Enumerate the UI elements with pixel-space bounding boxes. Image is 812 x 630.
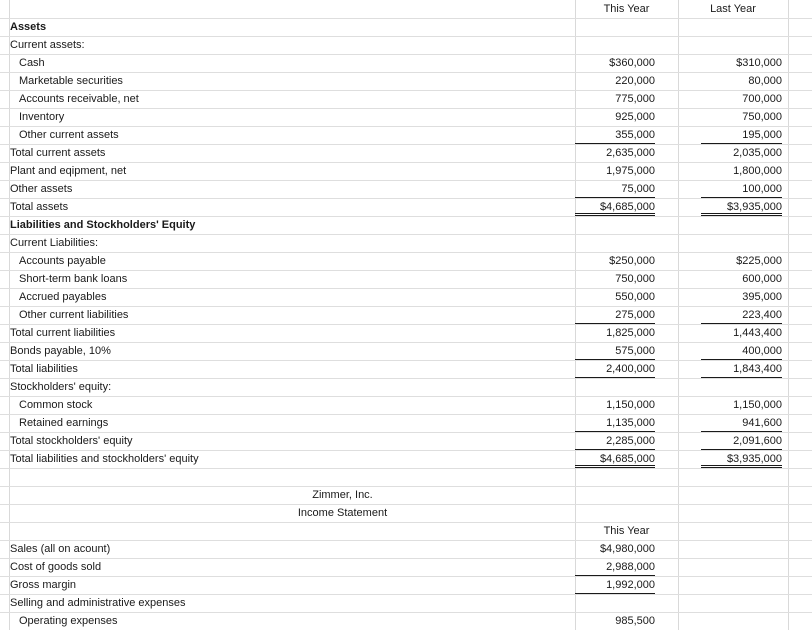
row-label[interactable]: Stockholders' equity:	[10, 381, 112, 393]
row-label[interactable]: Total current assets	[10, 147, 106, 159]
this-year-value[interactable]	[575, 217, 655, 234]
row-label[interactable]: Short-term bank loans	[19, 273, 128, 285]
last-year-value[interactable]: 100,000	[701, 181, 782, 198]
header-last-year[interactable]: Last Year	[710, 3, 756, 15]
last-year-value[interactable]: 2,035,000	[733, 147, 782, 159]
this-year-value[interactable]	[575, 37, 655, 54]
row-label[interactable]: Cost of goods sold	[10, 561, 102, 573]
last-year-value[interactable]: 1,150,000	[733, 399, 782, 411]
this-year-value[interactable]: 2,400,000	[575, 361, 655, 378]
this-year-value[interactable]	[575, 595, 655, 612]
last-year-value[interactable]: 1,800,000	[733, 165, 782, 177]
row-label[interactable]: Operating expenses	[19, 615, 118, 627]
last-year-value[interactable]: 395,000	[742, 291, 782, 303]
grid-row-line	[0, 468, 812, 469]
last-year-value[interactable]: 1,843,400	[701, 361, 782, 378]
last-year-value[interactable]: 195,000	[701, 127, 782, 144]
last-year-value[interactable]: 700,000	[742, 93, 782, 105]
last-year-value[interactable]: $3,935,000	[701, 451, 782, 468]
this-year-value[interactable]	[575, 379, 655, 396]
row-label[interactable]: Current assets:	[10, 39, 85, 51]
row-label[interactable]: Other current assets	[19, 129, 119, 141]
row-label[interactable]: Assets	[10, 21, 47, 33]
row-label[interactable]: Inventory	[19, 111, 65, 123]
last-year-value[interactable]	[701, 37, 782, 54]
this-year-value[interactable]: 985,500	[615, 615, 655, 627]
last-year-value[interactable]	[701, 217, 782, 234]
this-year-value[interactable]: 275,000	[575, 307, 655, 324]
this-year-value[interactable]: 1,135,000	[575, 415, 655, 432]
this-year-value[interactable]: 2,988,000	[575, 559, 655, 576]
grid-column-line	[678, 0, 679, 630]
last-year-value[interactable]: $3,935,000	[701, 199, 782, 216]
row-label[interactable]: Sales (all on acount)	[10, 543, 111, 555]
this-year-value[interactable]: 2,285,000	[575, 433, 655, 450]
this-year-value[interactable]: 1,975,000	[606, 165, 655, 177]
this-year-value[interactable]	[575, 19, 655, 36]
this-year-value[interactable]: $4,685,000	[575, 199, 655, 216]
last-year-value[interactable]	[701, 235, 782, 252]
this-year-value[interactable]: 220,000	[615, 75, 655, 87]
row-label[interactable]: Gross margin	[10, 579, 77, 591]
last-year-value[interactable]: $310,000	[736, 57, 782, 69]
last-year-value[interactable]: 2,091,600	[701, 433, 782, 450]
last-year-value[interactable]: 941,600	[701, 415, 782, 432]
row-label[interactable]: Accounts payable	[19, 255, 106, 267]
company-name[interactable]: Zimmer, Inc.	[312, 489, 373, 501]
this-year-value[interactable]: 1,150,000	[606, 399, 655, 411]
last-year-value[interactable]: 1,443,400	[733, 327, 782, 339]
row-label[interactable]: Marketable securities	[19, 75, 123, 87]
last-year-value[interactable]: 600,000	[742, 273, 782, 285]
this-year-value[interactable]: 775,000	[615, 93, 655, 105]
last-year-value[interactable]: $225,000	[736, 255, 782, 267]
this-year-value[interactable]: 1,825,000	[606, 327, 655, 339]
row-label[interactable]: Accrued payables	[19, 291, 107, 303]
row-label[interactable]: Cash	[19, 57, 45, 69]
this-year-value[interactable]: 925,000	[615, 111, 655, 123]
row-label[interactable]: Other current liabilities	[19, 309, 129, 321]
row-label[interactable]: Bonds payable, 10%	[10, 345, 111, 357]
row-label[interactable]: Liabilities and Stockholders' Equity	[10, 219, 196, 231]
row-label[interactable]: Common stock	[19, 399, 93, 411]
last-year-value[interactable]	[701, 379, 782, 396]
row-label[interactable]: Other assets	[10, 183, 73, 195]
this-year-value[interactable]: 550,000	[615, 291, 655, 303]
row-label[interactable]: Total current liabilities	[10, 327, 116, 339]
last-year-value[interactable]: 400,000	[701, 343, 782, 360]
income-header-this-year[interactable]: This Year	[603, 525, 650, 537]
row-label[interactable]: Plant and eqipment, net	[10, 165, 127, 177]
last-year-value[interactable]: 80,000	[748, 75, 782, 87]
this-year-value[interactable]: 1,992,000	[575, 577, 655, 594]
this-year-value[interactable]: $4,685,000	[575, 451, 655, 468]
grid-row-line	[0, 522, 812, 523]
row-label[interactable]: Selling and administrative expenses	[10, 597, 186, 609]
row-label[interactable]: Total liabilities and stockholders' equity	[10, 453, 199, 465]
row-label[interactable]: Accounts receivable, net	[19, 93, 139, 105]
this-year-value[interactable]: 2,635,000	[606, 147, 655, 159]
this-year-value[interactable]: 75,000	[575, 181, 655, 198]
this-year-value[interactable]: 750,000	[615, 273, 655, 285]
row-label[interactable]: Total liabilities	[10, 363, 78, 375]
income-statement-title[interactable]: Income Statement	[297, 507, 388, 519]
row-label[interactable]: Total stockholders' equity	[10, 435, 133, 447]
this-year-value[interactable]: $360,000	[609, 57, 655, 69]
this-year-value[interactable]	[575, 235, 655, 252]
row-label[interactable]: Retained earnings	[19, 417, 109, 429]
this-year-value[interactable]: 355,000	[575, 127, 655, 144]
header-this-year[interactable]: This Year	[603, 3, 650, 15]
last-year-value[interactable]: 223,400	[701, 307, 782, 324]
this-year-value[interactable]: $250,000	[609, 255, 655, 267]
last-year-value[interactable]	[701, 19, 782, 36]
row-label[interactable]: Current Liabilities:	[10, 237, 99, 249]
last-year-value[interactable]: 750,000	[742, 111, 782, 123]
grid-column-line	[788, 0, 789, 630]
grid-column-line	[9, 0, 10, 630]
this-year-value[interactable]: $4,980,000	[599, 543, 655, 555]
this-year-value[interactable]: 575,000	[575, 343, 655, 360]
row-label[interactable]: Total assets	[10, 201, 69, 213]
